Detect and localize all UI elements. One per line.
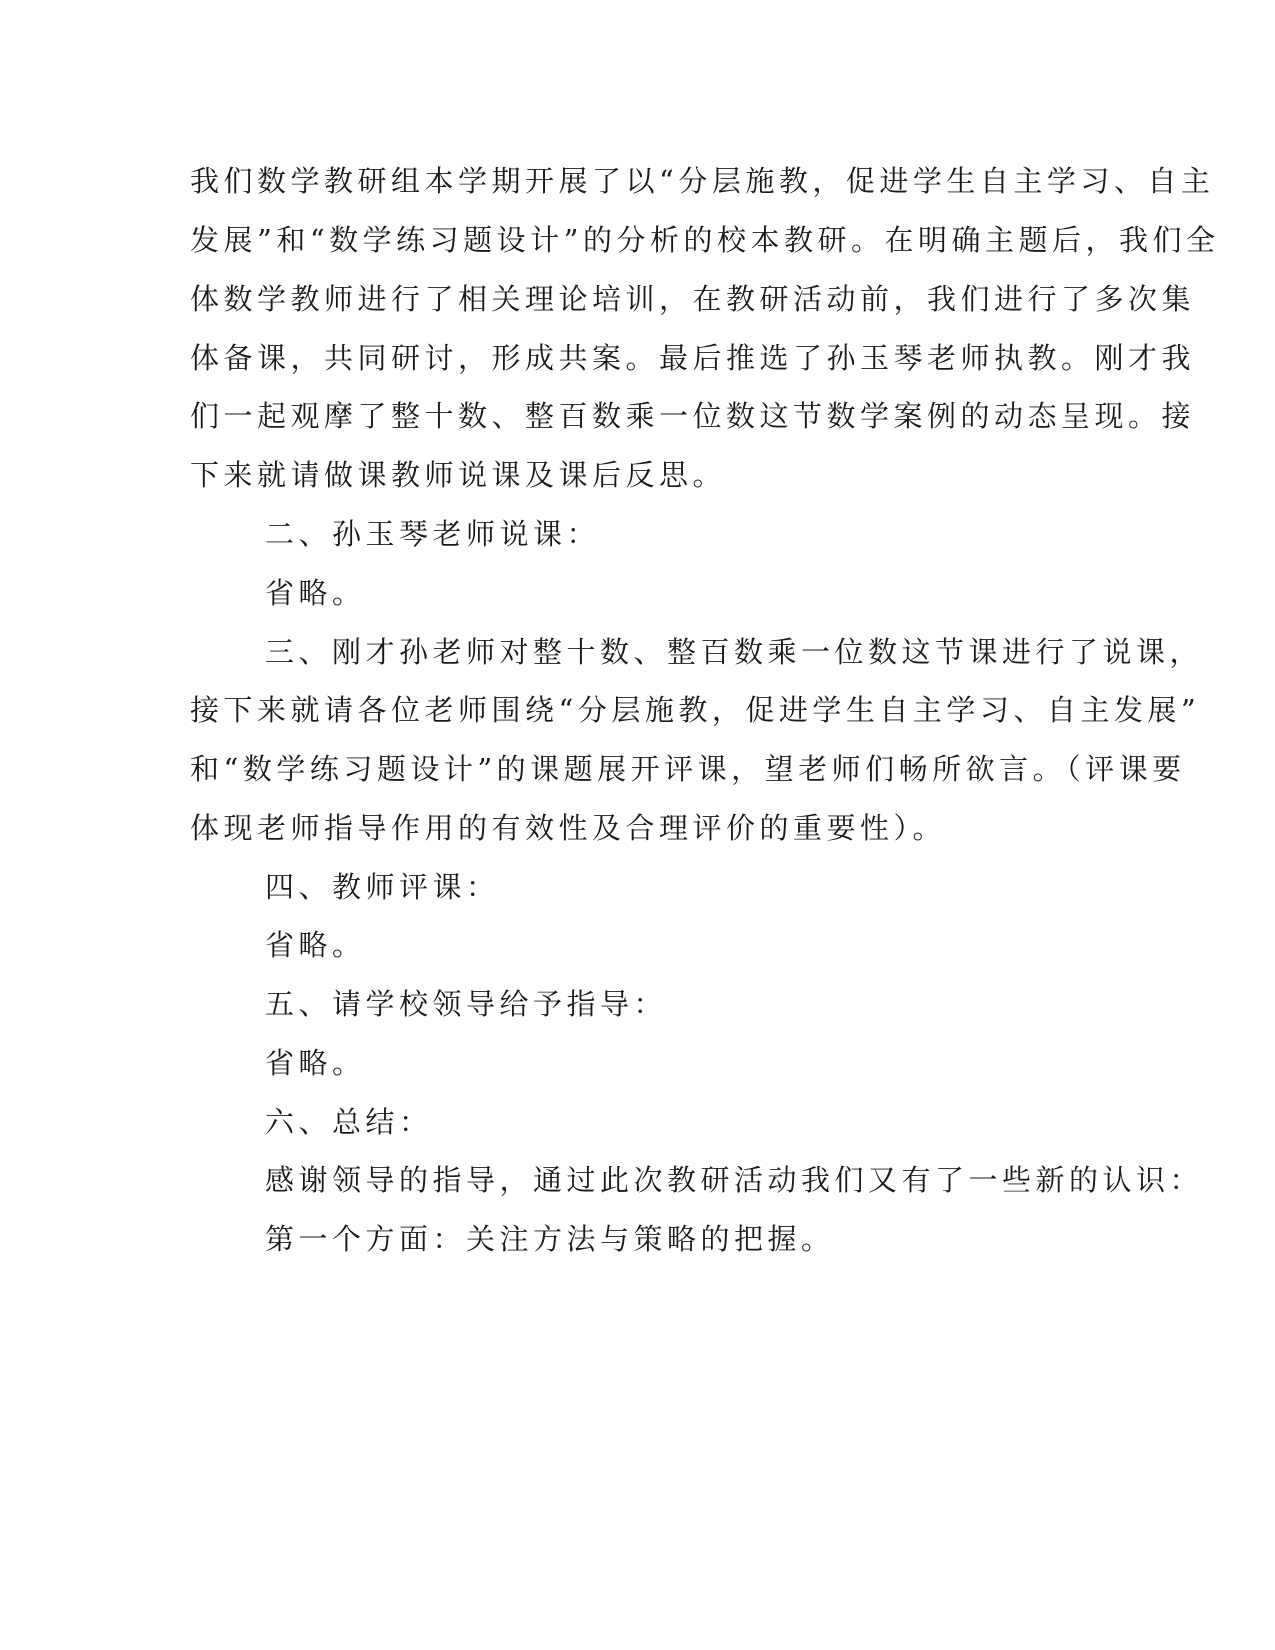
paragraph-line: 省略。 [265, 928, 366, 962]
paragraph-line: 第一个方面：关注方法与策略的把握。 [265, 1222, 835, 1256]
paragraph-line: 省略。 [265, 576, 366, 610]
paragraph-line: 接下来就请各位老师围绕“分层施教，促进学生自主学习、自主发展” [190, 693, 1201, 727]
paragraph-line: 我们数学教研组本学期开展了以“分层施教，促进学生自主学习、自主 [190, 164, 1215, 198]
paragraph-line: 体现老师指导作用的有效性及合理评价的重要性）。 [190, 811, 947, 845]
paragraph-line: 发展”和“数学练习题设计”的分析的校本教研。在明确主题后，我们全 [190, 223, 1220, 257]
section-heading: 四、教师评课： [265, 870, 500, 904]
section-heading: 二、孙玉琴老师说课： [265, 517, 601, 551]
paragraph-line: 体备课，共同研讨，形成共案。最后推选了孙玉琴老师执教。刚才我 [190, 341, 1196, 375]
paragraph-line: 和“数学练习题设计”的课题展开评课，望老师们畅所欲言。（评课要 [190, 752, 1186, 786]
paragraph-line: 体数学教师进行了相关理论培训，在教研活动前，我们进行了多次集 [190, 282, 1196, 316]
paragraph-line: 下来就请做课教师说课及课后反思。 [190, 458, 727, 492]
section-heading: 五、请学校领导给予指导： [265, 987, 668, 1021]
paragraph-line: 们一起观摩了整十数、整百数乘一位数这节数学案例的动态呈现。接 [190, 399, 1196, 433]
section-heading: 六、总结： [265, 1105, 433, 1139]
paragraph-line: 省略。 [265, 1046, 366, 1080]
paragraph-line: 感谢领导的指导，通过此次教研活动我们又有了一些新的认识： [265, 1163, 1204, 1197]
section-heading: 三、刚才孙老师对整十数、整百数乘一位数这节课进行了说课， [265, 635, 1204, 669]
